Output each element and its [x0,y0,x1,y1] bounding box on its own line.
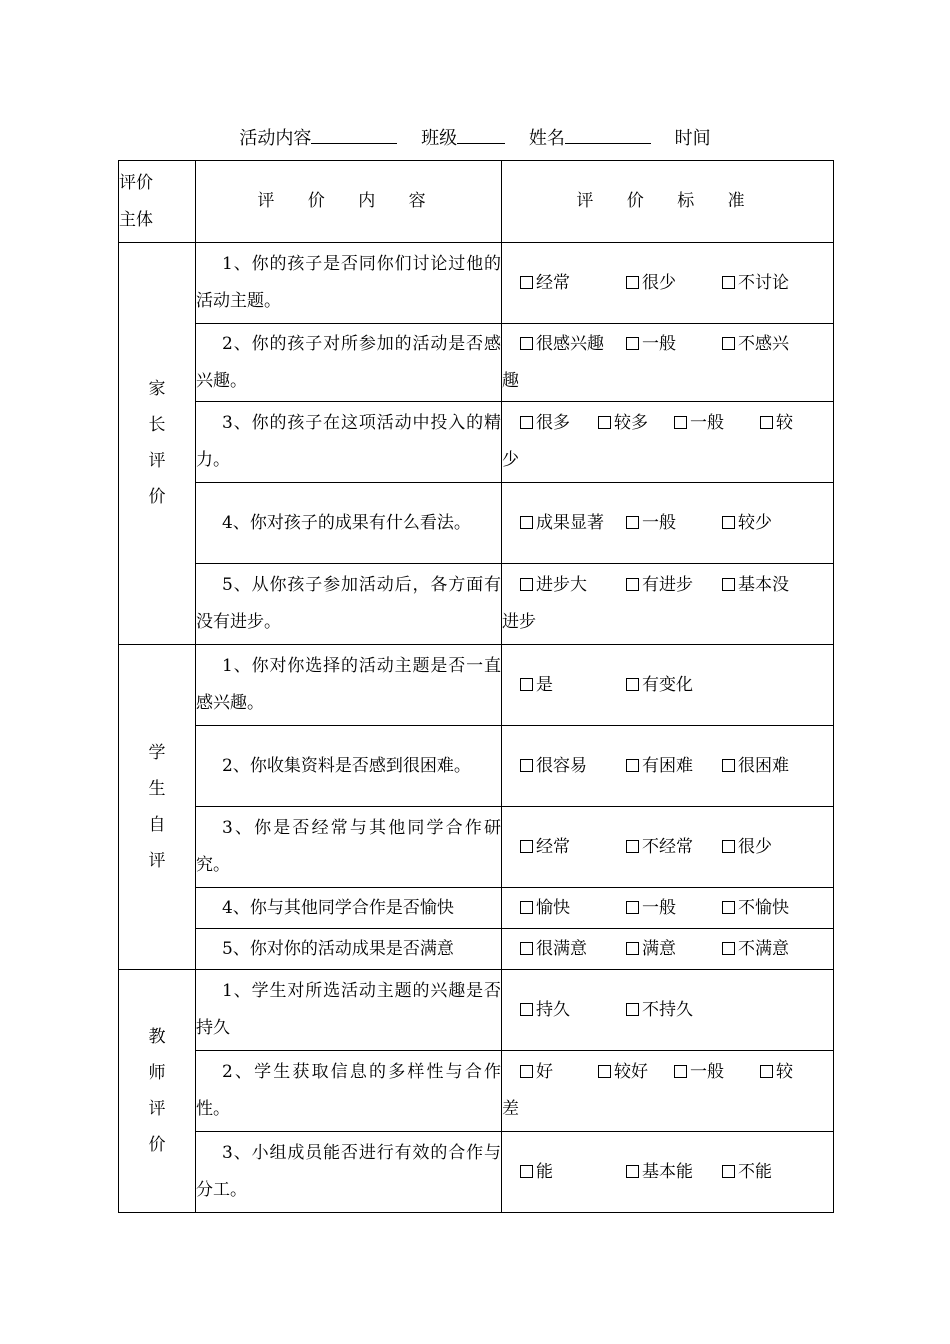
question-cell: 3、你的孩子在这项活动中投入的精力。 [196,402,502,483]
option-label: 是 [536,674,553,695]
option-label: 不经常 [642,836,693,857]
question-cell: 1、学生对所选活动主题的兴趣是否持久 [196,970,502,1051]
option-label: 较少 [738,512,772,533]
checkbox-square-icon[interactable] [722,1165,735,1178]
evaluation-table [118,160,834,1213]
option-label: 愉快 [536,897,570,918]
option-checkbox[interactable] [722,505,772,542]
option-checkbox[interactable] [722,748,789,785]
option-label: 较 [776,1062,793,1082]
option-label: 很感兴趣 [536,333,604,354]
option-checkbox[interactable] [626,667,693,704]
option-checkbox[interactable] [674,1054,724,1091]
options-cell [502,402,834,483]
option-label: 不讨论 [738,272,789,293]
options-cell [502,645,834,726]
option-label: 不愉快 [738,897,789,918]
option-checkbox[interactable] [722,567,789,604]
option-checkbox[interactable] [626,931,676,968]
checkbox-square-icon[interactable] [626,276,639,289]
option-checkbox[interactable] [674,405,724,442]
option-checkbox[interactable] [722,1154,772,1191]
option-label: 经常 [536,272,570,293]
option-label: 不能 [738,1161,772,1182]
table-row [119,645,834,726]
checkbox-square-icon[interactable] [520,678,533,691]
option-checkbox[interactable] [520,829,570,866]
option-label: 进步大 [536,575,587,595]
question-cell: 3、小组成员能否进行有效的合作与分工。 [196,1132,502,1213]
checkbox-square-icon[interactable] [722,516,735,529]
checkbox-square-icon[interactable] [626,578,639,591]
question-cell: 4、你对孩子的成果有什么看法。 [196,483,502,564]
checkbox-square-icon[interactable] [520,840,533,853]
checkbox-square-icon[interactable] [520,942,533,955]
option-checkbox[interactable] [760,405,793,442]
question-cell: 1、你的孩子是否同你们讨论过他的活动主题。 [196,243,502,324]
student-self-evaluation-subject: 学 生 自 评 [119,645,196,970]
option-label: 不满意 [738,938,789,959]
option-checkbox[interactable] [722,829,772,866]
option-label: 好 [536,1062,553,1082]
checkbox-square-icon[interactable] [722,337,735,350]
option-checkbox[interactable] [626,567,693,604]
checkbox-square-icon[interactable] [520,276,533,289]
options-cell [502,929,834,970]
checkbox-square-icon[interactable] [626,1003,639,1016]
question-cell: 1、你对你选择的活动主题是否一直感兴趣。 [196,645,502,726]
checkbox-square-icon[interactable] [674,416,687,429]
option-label: 较好 [614,1062,648,1082]
checkbox-square-icon[interactable] [722,759,735,772]
option-checkbox[interactable] [722,265,789,302]
table-header-row [119,161,834,243]
option-label: 很满意 [536,938,587,959]
class-label: 班级 [421,128,458,149]
option-checkbox[interactable] [598,405,648,442]
table-row [119,970,834,1051]
checkbox-square-icon[interactable] [520,759,533,772]
question-cell: 2、你收集资料是否感到很困难。 [196,726,502,807]
form-header [0,125,950,153]
table-row [119,929,834,970]
options-cell [502,483,834,564]
option-checkbox[interactable] [626,890,676,927]
question-cell: 5、从你孩子参加活动后，各方面有没有进步。 [196,564,502,645]
option-label: 成果显著 [536,512,604,533]
option-checkbox[interactable] [520,326,604,363]
options-cell [502,1132,834,1213]
checkbox-square-icon[interactable] [520,1165,533,1178]
option-checkbox[interactable] [626,748,693,785]
option-label: 能 [536,1161,553,1182]
checkbox-square-icon[interactable] [722,578,735,591]
option-checkbox[interactable] [520,567,587,604]
checkbox-square-icon[interactable] [598,1065,611,1078]
option-label: 一般 [690,1062,724,1082]
name-blank[interactable] [565,125,651,144]
option-label: 很容易 [536,755,587,776]
option-checkbox[interactable] [598,1054,648,1091]
table-row [119,888,834,929]
option-checkbox[interactable] [626,505,676,542]
checkbox-square-icon[interactable] [520,337,533,350]
option-label: 一般 [690,413,724,433]
option-checkbox[interactable] [626,265,676,302]
activity-content-label: 活动内容 [239,128,312,149]
table-row [119,1051,834,1132]
option-label: 满意 [642,938,676,959]
checkbox-square-icon[interactable] [520,578,533,591]
option-label: 很少 [642,272,676,293]
checkbox-square-icon[interactable] [626,1165,639,1178]
option-wrap-text: 趣 [502,370,519,391]
checkbox-square-icon[interactable] [760,416,773,429]
table-row [119,243,834,324]
options-cell [502,1051,834,1132]
option-label: 基本没 [738,575,789,595]
col-standard-header: 评 价 标 准 [502,161,834,243]
checkbox-square-icon[interactable] [626,901,639,914]
option-checkbox[interactable] [520,748,587,785]
option-label: 一般 [642,512,676,533]
question-cell: 2、你的孩子对所参加的活动是否感兴趣。 [196,324,502,402]
checkbox-square-icon[interactable] [626,678,639,691]
table-row [119,726,834,807]
table-row [119,483,834,564]
option-checkbox[interactable] [520,405,570,442]
teacher-evaluation-subject: 教 师 评 价 [119,970,196,1213]
option-checkbox[interactable] [520,992,570,1029]
table-row [119,1132,834,1213]
option-label: 经常 [536,836,570,857]
option-checkbox[interactable] [520,505,604,542]
options-cell [502,807,834,888]
option-label: 很多 [536,413,570,433]
table-row [119,324,834,402]
option-label: 有困难 [642,755,693,776]
options-cell [502,726,834,807]
option-label: 有进步 [642,575,693,595]
question-cell: 3、你是否经常与其他同学合作研究。 [196,807,502,888]
option-checkbox[interactable] [626,829,693,866]
question-cell: 4、你与其他同学合作是否愉快 [196,888,502,929]
class-blank[interactable] [457,125,505,144]
option-checkbox[interactable] [626,326,676,363]
checkbox-square-icon[interactable] [598,416,611,429]
col-subject-header: 评价主体 [119,161,196,243]
option-checkbox[interactable] [626,992,693,1029]
table-row [119,402,834,483]
parent-evaluation-subject: 家 长 评 价 [119,243,196,645]
checkbox-square-icon[interactable] [722,901,735,914]
option-checkbox[interactable] [626,1154,693,1191]
checkbox-square-icon[interactable] [626,840,639,853]
option-checkbox[interactable] [722,326,789,363]
option-label: 持久 [536,999,570,1020]
option-label: 不持久 [642,999,693,1020]
checkbox-square-icon[interactable] [760,1065,773,1078]
option-label: 较 [776,413,793,433]
options-cell [502,970,834,1051]
table-row [119,564,834,645]
checkbox-square-icon[interactable] [520,1065,533,1078]
option-label: 有变化 [642,674,693,695]
option-checkbox[interactable] [520,1054,553,1091]
options-cell [502,564,834,645]
options-cell [502,888,834,929]
name-label: 姓名 [528,128,565,149]
option-checkbox[interactable] [760,1054,793,1091]
option-label: 基本能 [642,1161,693,1182]
question-cell: 2、学生获取信息的多样性与合作性。 [196,1051,502,1132]
option-label: 很困难 [738,755,789,776]
checkbox-square-icon[interactable] [626,516,639,529]
checkbox-square-icon[interactable] [520,416,533,429]
option-wrap-text: 少 [502,450,519,470]
checkbox-square-icon[interactable] [722,840,735,853]
option-wrap-text: 差 [502,1099,519,1119]
option-checkbox[interactable] [722,931,789,968]
question-cell: 5、你对你的活动成果是否满意 [196,929,502,970]
table-row [119,807,834,888]
checkbox-square-icon[interactable] [626,942,639,955]
checkbox-square-icon[interactable] [520,1003,533,1016]
checkbox-square-icon[interactable] [722,942,735,955]
option-checkbox[interactable] [520,1154,553,1191]
option-wrap-text: 进步 [502,612,536,632]
option-label: 很少 [738,836,772,857]
option-label: 一般 [642,897,676,918]
option-label: 较多 [614,413,648,433]
option-label: 一般 [642,333,676,354]
option-checkbox[interactable] [520,667,553,704]
checkbox-square-icon[interactable] [674,1065,687,1078]
activity-content-blank[interactable] [311,125,397,144]
col-content-header: 评 价 内 容 [196,161,502,243]
option-checkbox[interactable] [520,931,587,968]
options-cell [502,324,834,402]
options-cell [502,243,834,324]
option-label: 不感兴 [738,333,789,354]
checkbox-square-icon[interactable] [520,516,533,529]
checkbox-square-icon[interactable] [520,901,533,914]
time-label: 时间 [674,128,711,149]
checkbox-square-icon[interactable] [626,759,639,772]
checkbox-square-icon[interactable] [626,337,639,350]
option-checkbox[interactable] [520,890,570,927]
option-checkbox[interactable] [722,890,789,927]
option-checkbox[interactable] [520,265,570,302]
checkbox-square-icon[interactable] [722,276,735,289]
